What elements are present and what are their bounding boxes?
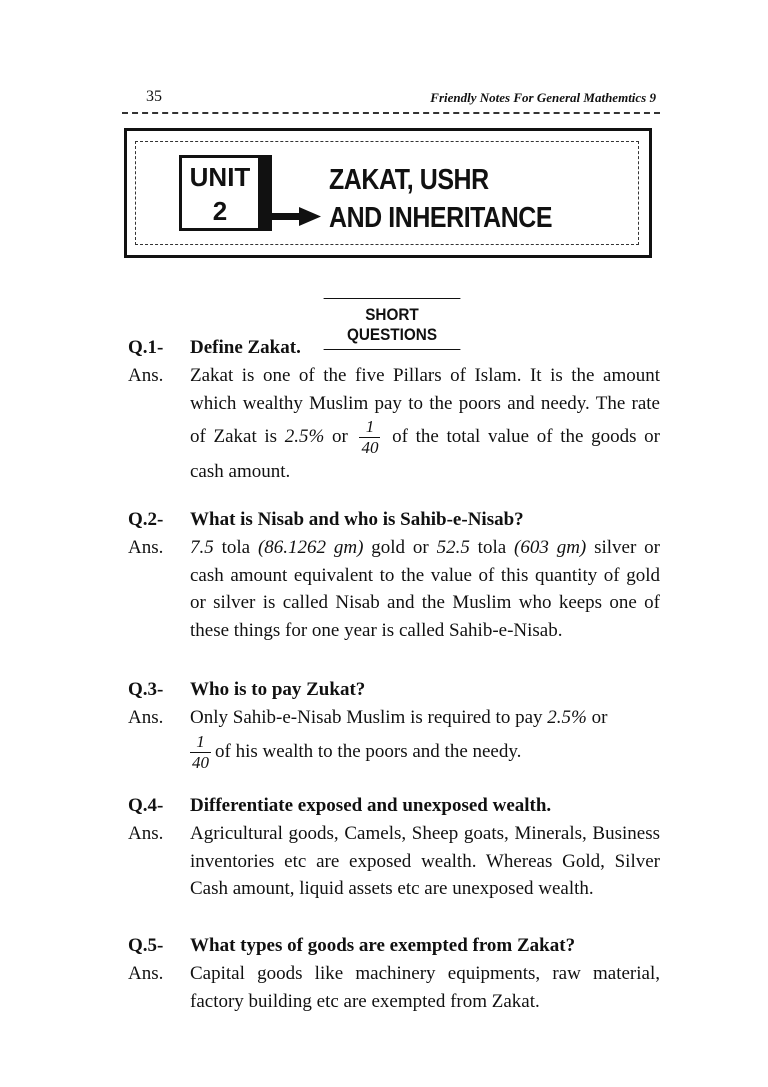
answer-block-5	[128, 960, 660, 1015]
question-block-1	[128, 334, 660, 362]
fraction: $\frac{1}{40}$	[361, 417, 379, 457]
answer-label: Ans.	[128, 823, 164, 844]
unit-number: 2	[212, 196, 228, 226]
question-label: Q.5-	[128, 935, 164, 956]
unit-title	[329, 161, 552, 237]
answer-block-1	[128, 362, 660, 486]
answer-text: Only Sahib-e-Nisab Muslim is required to pay 2.5% or $\frac{1}{40}$ of his wealth to the poors and the needy.	[190, 707, 608, 772]
question-label: Q.4-	[128, 795, 164, 816]
zakat-rate: 2.5%	[284, 425, 325, 447]
question-text: Who is to pay Zukat?	[190, 679, 366, 700]
question-text: What is Nisab and who is Sahib-e-Nisab?	[190, 509, 524, 530]
page-number: 35	[146, 88, 162, 105]
question-block-3	[128, 676, 660, 704]
answer-label: Ans.	[128, 365, 164, 386]
unit-arrow-icon	[261, 155, 325, 231]
answer-label: Ans.	[128, 707, 164, 728]
answer-text: Zakat is one of the five Pillars of Islam. It is the amount which wealthy Muslim pay to the poors and needy. The rate of Zakat is 2.5% or $\frac{1}{40}$ of the total value of the goods or cash amount.	[190, 365, 660, 482]
question-label: Q.2-	[128, 509, 164, 530]
question-block-4	[128, 792, 660, 820]
fraction: $\frac{1}{40}$	[192, 731, 209, 772]
unit-title-line1: ZAKAT, USHR	[329, 164, 489, 196]
question-block-5	[128, 932, 660, 960]
answer-block-4	[128, 820, 660, 903]
section-title: SHORT QUESTIONS	[324, 298, 461, 350]
unit-box	[179, 155, 261, 231]
zakat-rate: 2.5%	[547, 707, 587, 728]
header-rule	[122, 112, 660, 114]
unit-banner	[124, 128, 652, 258]
answer-label: Ans.	[128, 963, 164, 984]
question-text: Define Zakat.	[190, 337, 301, 358]
answer-text: Agricultural goods, Camels, Sheep goats, Minerals, Business inventories etc are exposed wealth. Whereas Gold, Silver Cash amount, liquid assets etc are unexposed wealth.	[190, 823, 660, 899]
question-block-2	[128, 506, 660, 534]
answer-label: Ans.	[128, 537, 164, 558]
answer-text: Capital goods like machinery equipments, raw material, factory building etc are exempted from Zakat.	[190, 963, 660, 1012]
question-text: Differentiate exposed and unexposed wealth.	[190, 795, 552, 816]
answer-block-3	[128, 704, 660, 773]
answer-block-2	[128, 534, 660, 644]
question-text: What types of goods are exempted from Zakat?	[190, 935, 576, 956]
question-label: Q.3-	[128, 679, 164, 700]
running-head: Friendly Notes For General Mathemtics 9	[430, 90, 656, 105]
unit-label: UNIT	[189, 162, 251, 192]
unit-title-line2: AND INHERITANCE	[329, 202, 553, 234]
answer-text: 7.5 tola (86.1262 gm) gold or 52.5 tola (603 gm) silver or cash amount equivalent to the value of this quantity of gold or silver is called Nisab and the Muslim who keeps one of these things for one year is called Sahib-e-Nisab.	[190, 537, 660, 641]
question-label: Q.1-	[128, 337, 164, 358]
